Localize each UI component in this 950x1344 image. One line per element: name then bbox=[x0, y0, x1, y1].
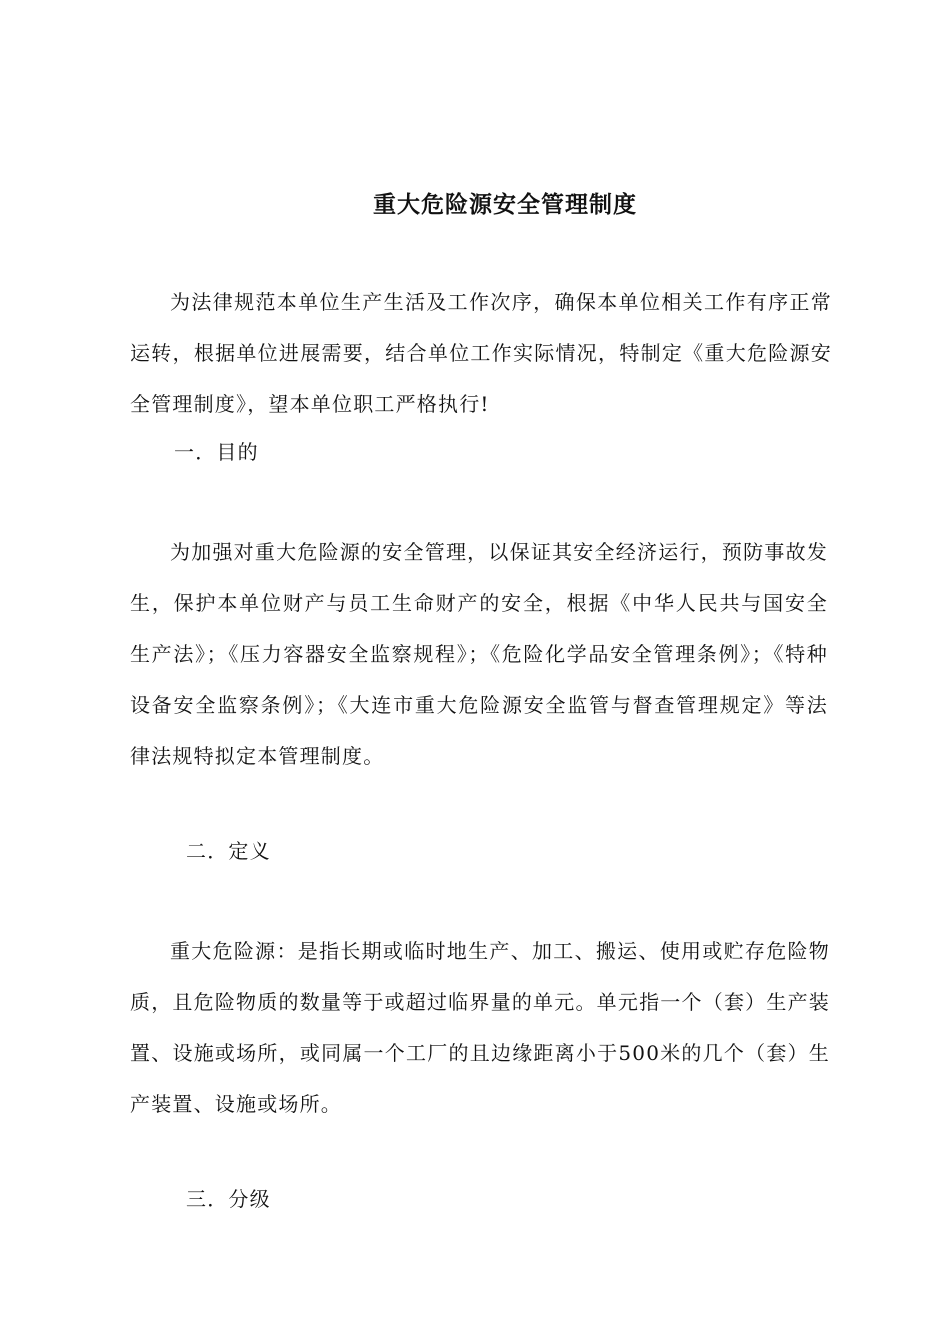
document-title: 重大危险源安全管理制度 bbox=[373, 191, 637, 218]
section-heading-purpose: 一．目的 bbox=[174, 440, 259, 464]
section-heading-definition: 二．定义 bbox=[186, 839, 271, 863]
section-heading-classification: 三．分级 bbox=[186, 1187, 271, 1211]
section-body-purpose: 为加强对重大危险源的安全管理，以保证其安全经济运行，预防事故发生，保护本单位财产与员工生命财产的安全，根据《中华人民共与国安全生产法》；《压力容器安全监察规程》；《危险化学品安全管理条例》；《特种设备安全监察条例》；《大连市重大危险源安全监管与督查管理规定》等法律法规特拟定本管理制度。 bbox=[130, 540, 828, 768]
section-body-definition: 重大危险源：是指长期或临时地生产、加工、搬运、使用或贮存危险物质，且危险物质的数量等于或超过临界量的单元。单元指一个（套）生产装置、设施或场所，或同属一个工厂的且边缘距离小于500米的几个（套）生产装置、设施或场所。 bbox=[130, 939, 830, 1116]
intro-paragraph: 为法律规范本单位生产生活及工作次序，确保本单位相关工作有序正常运转，根据单位进展需要，结合单位工作实际情况，特制定《重大危险源安全管理制度》，望本单位职工严格执行! bbox=[130, 290, 832, 416]
